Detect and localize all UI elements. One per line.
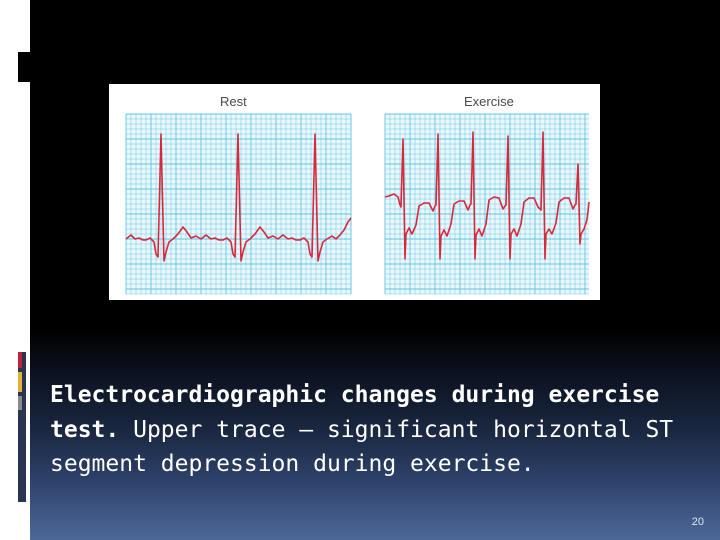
slide-caption	[50, 378, 690, 482]
panel-title-rest: Rest	[220, 94, 247, 109]
slide-number: 20	[691, 516, 704, 528]
accent-bar-red	[18, 352, 22, 368]
accent-bar-gray	[18, 396, 22, 410]
caption-normal: Upper trace – significant horizontal ST segment depression during exercise.	[50, 416, 674, 477]
caption-bold: Electrocardiographic changes during exercise test.	[50, 382, 660, 443]
panel-title-exercise: Exercise	[464, 94, 514, 109]
accent-bar-yellow	[18, 372, 22, 392]
ecg-figure	[109, 84, 600, 300]
ecg-traces	[109, 84, 600, 300]
top-accent-bar	[18, 52, 30, 82]
